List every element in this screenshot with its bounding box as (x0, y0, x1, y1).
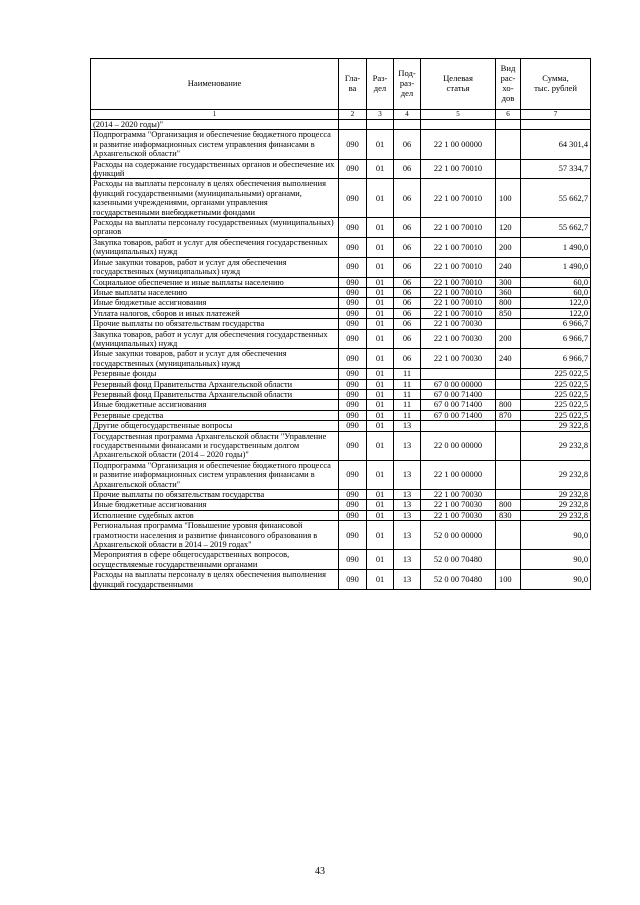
header-podrazdel: Под- раз- дел (394, 59, 421, 110)
cell-vid: 800 (496, 400, 521, 410)
cell-sum: 60,0 (521, 287, 591, 297)
table-row (91, 287, 591, 297)
cell-podrazdel: 06 (394, 159, 421, 179)
cell-target: 22 1 00 70010 (421, 287, 496, 297)
cell-podrazdel (394, 120, 421, 130)
table-row (91, 400, 591, 410)
cell-target (421, 120, 496, 130)
cell-sum: 55 662,7 (521, 179, 591, 218)
cell-glava: 090 (339, 277, 367, 287)
cell-vid (496, 431, 521, 460)
cell-razdel: 01 (367, 130, 394, 159)
cell-target: 67 0 00 00000 (421, 379, 496, 389)
cell-name: Иные закупки товаров, работ и услуг для обеспечения государственных (муниципальных) нужд (91, 257, 339, 277)
table-row (91, 329, 591, 349)
cell-razdel: 01 (367, 431, 394, 460)
cell-podrazdel: 06 (394, 319, 421, 329)
cell-glava: 090 (339, 298, 367, 308)
cell-name: Подпрограмма "Организация и обеспечение бюджетного процесса и развитие информационных систем управления финансами в Архангельской области" (91, 130, 339, 159)
cell-glava: 090 (339, 287, 367, 297)
cell-razdel: 01 (367, 349, 394, 369)
cell-sum: 90,0 (521, 570, 591, 590)
cell-glava: 090 (339, 257, 367, 277)
cell-name: Государственная программа Архангельской области "Управление государственными финансами и государственным долгом Архангельской области (2014 – 2020 годы)" (91, 431, 339, 460)
cell-target: 67 0 00 71400 (421, 400, 496, 410)
table-row (91, 130, 591, 159)
header-sum: Сумма, тыс. рублей (521, 59, 591, 110)
cell-glava: 090 (339, 159, 367, 179)
cell-sum: 90,0 (521, 521, 591, 550)
cell-razdel: 01 (367, 257, 394, 277)
cell-name: (2014 – 2020 годы)" (91, 120, 339, 130)
cell-glava: 090 (339, 510, 367, 520)
cell-razdel: 01 (367, 400, 394, 410)
cell-sum: 6 966,7 (521, 329, 591, 349)
cell-razdel: 01 (367, 421, 394, 431)
cell-vid: 850 (496, 308, 521, 318)
table-row (91, 237, 591, 257)
cell-target: 52 0 00 00000 (421, 521, 496, 550)
cell-target: 22 1 00 70010 (421, 159, 496, 179)
cell-name: Региональная программа "Повышение уровня финансовой грамотности населения и развитие финансового образования в Архангельской области в 2014 – 2019 годах" (91, 521, 339, 550)
cell-glava (339, 120, 367, 130)
header-name: Наименование (91, 59, 339, 110)
cell-vid (496, 120, 521, 130)
cell-podrazdel: 13 (394, 521, 421, 550)
column-number: 5 (421, 110, 496, 120)
cell-podrazdel: 13 (394, 510, 421, 520)
cell-podrazdel: 11 (394, 400, 421, 410)
cell-vid (496, 319, 521, 329)
cell-podrazdel: 06 (394, 298, 421, 308)
cell-razdel: 01 (367, 510, 394, 520)
cell-razdel: 01 (367, 179, 394, 218)
cell-razdel: 01 (367, 389, 394, 399)
cell-sum: 225 022,5 (521, 379, 591, 389)
cell-sum: 29 232,8 (521, 490, 591, 500)
cell-vid: 300 (496, 277, 521, 287)
table-body (91, 120, 591, 590)
cell-target: 22 1 00 70010 (421, 257, 496, 277)
cell-podrazdel: 11 (394, 369, 421, 379)
cell-sum: 122,0 (521, 298, 591, 308)
cell-target: 22 1 00 70030 (421, 490, 496, 500)
table-row (91, 500, 591, 510)
cell-name: Расходы на содержание государственных органов и обеспечение их функций (91, 159, 339, 179)
cell-podrazdel: 06 (394, 257, 421, 277)
table-row (91, 179, 591, 218)
cell-razdel: 01 (367, 460, 394, 489)
table-row (91, 308, 591, 318)
cell-vid: 120 (496, 218, 521, 238)
cell-target: 22 1 00 70010 (421, 277, 496, 287)
cell-target: 22 1 00 00000 (421, 460, 496, 489)
cell-target: 22 1 00 70030 (421, 319, 496, 329)
table-row (91, 369, 591, 379)
cell-glava: 090 (339, 490, 367, 500)
cell-name: Исполнение судебных актов (91, 510, 339, 520)
table-row (91, 319, 591, 329)
header-razdel: Раз- дел (367, 59, 394, 110)
cell-razdel: 01 (367, 277, 394, 287)
cell-sum: 225 022,5 (521, 410, 591, 420)
cell-vid (496, 460, 521, 489)
cell-vid (496, 369, 521, 379)
cell-vid: 360 (496, 287, 521, 297)
cell-sum: 29 232,8 (521, 510, 591, 520)
table-row (91, 257, 591, 277)
cell-name: Прочие выплаты по обязательствам государства (91, 319, 339, 329)
cell-podrazdel: 06 (394, 308, 421, 318)
table-row (91, 550, 591, 570)
header-vid: Вид рас- хо- дов (496, 59, 521, 110)
cell-razdel: 01 (367, 319, 394, 329)
cell-name: Резервный фонд Правительства Архангельской области (91, 389, 339, 399)
cell-razdel: 01 (367, 237, 394, 257)
cell-glava: 090 (339, 550, 367, 570)
cell-glava: 090 (339, 218, 367, 238)
cell-glava: 090 (339, 308, 367, 318)
table-row (91, 460, 591, 489)
cell-target: 22 1 00 00000 (421, 130, 496, 159)
cell-sum: 6 966,7 (521, 349, 591, 369)
cell-sum: 225 022,5 (521, 389, 591, 399)
cell-vid (496, 421, 521, 431)
cell-sum: 122,0 (521, 308, 591, 318)
cell-vid (496, 550, 521, 570)
cell-sum: 29 232,8 (521, 460, 591, 489)
table-row (91, 349, 591, 369)
cell-name: Уплата налогов, сборов и иных платежей (91, 308, 339, 318)
cell-glava: 090 (339, 389, 367, 399)
cell-glava: 090 (339, 421, 367, 431)
table-row (91, 298, 591, 308)
column-number: 2 (339, 110, 367, 120)
table-row (91, 389, 591, 399)
column-number: 1 (91, 110, 339, 120)
cell-razdel: 01 (367, 500, 394, 510)
cell-name: Другие общегосударственные вопросы (91, 421, 339, 431)
cell-sum: 55 662,7 (521, 218, 591, 238)
table-row (91, 410, 591, 420)
cell-sum: 6 966,7 (521, 319, 591, 329)
cell-podrazdel: 13 (394, 570, 421, 590)
cell-sum: 1 490,0 (521, 257, 591, 277)
column-number-row (91, 110, 591, 120)
cell-podrazdel: 13 (394, 550, 421, 570)
cell-target: 67 0 00 71400 (421, 410, 496, 420)
cell-glava: 090 (339, 329, 367, 349)
cell-vid (496, 490, 521, 500)
cell-glava: 090 (339, 570, 367, 590)
cell-sum: 64 301,4 (521, 130, 591, 159)
cell-vid: 200 (496, 237, 521, 257)
cell-glava: 090 (339, 179, 367, 218)
cell-target: 52 0 00 70480 (421, 550, 496, 570)
cell-target: 22 1 00 70030 (421, 329, 496, 349)
header-target: Целевая статья (421, 59, 496, 110)
cell-sum: 225 022,5 (521, 369, 591, 379)
cell-target: 22 1 00 70010 (421, 298, 496, 308)
cell-glava: 090 (339, 130, 367, 159)
cell-glava: 090 (339, 500, 367, 510)
cell-razdel: 01 (367, 521, 394, 550)
cell-sum (521, 120, 591, 130)
cell-vid (496, 159, 521, 179)
cell-name: Иные бюджетные ассигнования (91, 400, 339, 410)
cell-glava: 090 (339, 319, 367, 329)
cell-name: Иные бюджетные ассигнования (91, 500, 339, 510)
cell-vid: 870 (496, 410, 521, 420)
table-row (91, 521, 591, 550)
cell-vid: 830 (496, 510, 521, 520)
table-row (91, 159, 591, 179)
column-number: 7 (521, 110, 591, 120)
cell-glava: 090 (339, 431, 367, 460)
cell-sum: 29 232,8 (521, 431, 591, 460)
header-glava: Гла- ва (339, 59, 367, 110)
cell-sum: 60,0 (521, 277, 591, 287)
table-row (91, 421, 591, 431)
cell-glava: 090 (339, 349, 367, 369)
column-number: 6 (496, 110, 521, 120)
cell-target: 67 0 00 71400 (421, 389, 496, 399)
cell-podrazdel: 06 (394, 179, 421, 218)
cell-glava: 090 (339, 237, 367, 257)
table-row (91, 218, 591, 238)
column-number: 4 (394, 110, 421, 120)
cell-vid: 240 (496, 257, 521, 277)
cell-razdel: 01 (367, 308, 394, 318)
cell-target: 52 0 00 70480 (421, 570, 496, 590)
cell-vid (496, 521, 521, 550)
cell-vid: 200 (496, 329, 521, 349)
cell-podrazdel: 06 (394, 130, 421, 159)
cell-sum: 1 490,0 (521, 237, 591, 257)
cell-name: Резервный фонд Правительства Архангельской области (91, 379, 339, 389)
cell-sum: 90,0 (521, 550, 591, 570)
cell-podrazdel: 06 (394, 218, 421, 238)
cell-podrazdel: 06 (394, 237, 421, 257)
cell-name: Резервные фонды (91, 369, 339, 379)
budget-table (90, 58, 591, 590)
table-header (91, 59, 591, 120)
table-row (91, 510, 591, 520)
cell-vid (496, 379, 521, 389)
cell-vid: 800 (496, 500, 521, 510)
header-row (91, 59, 591, 110)
cell-name: Подпрограмма "Организация и обеспечение бюджетного процесса и развитие информационных систем управления финансами в Архангельской области" (91, 460, 339, 489)
cell-vid: 240 (496, 349, 521, 369)
cell-target: 22 0 00 00000 (421, 431, 496, 460)
cell-name: Мероприятия в сфере общегосударственных вопросов, осуществляемые государственными органами (91, 550, 339, 570)
cell-podrazdel: 11 (394, 389, 421, 399)
cell-razdel: 01 (367, 329, 394, 349)
cell-name: Иные закупки товаров, работ и услуг для обеспечения государственных (муниципальных) нужд (91, 349, 339, 369)
cell-podrazdel: 13 (394, 421, 421, 431)
cell-razdel: 01 (367, 369, 394, 379)
cell-podrazdel: 13 (394, 490, 421, 500)
cell-razdel: 01 (367, 287, 394, 297)
cell-glava: 090 (339, 460, 367, 489)
cell-podrazdel: 06 (394, 287, 421, 297)
cell-name: Прочие выплаты по обязательствам государства (91, 490, 339, 500)
cell-target (421, 369, 496, 379)
cell-podrazdel: 13 (394, 460, 421, 489)
cell-name: Резервные средства (91, 410, 339, 420)
cell-target: 22 1 00 70030 (421, 349, 496, 369)
cell-podrazdel: 11 (394, 379, 421, 389)
cell-razdel: 01 (367, 550, 394, 570)
cell-glava: 090 (339, 410, 367, 420)
table-row (91, 570, 591, 590)
page-number: 43 (315, 866, 325, 877)
cell-razdel: 01 (367, 159, 394, 179)
table-row (91, 120, 591, 130)
cell-vid: 100 (496, 570, 521, 590)
cell-name: Расходы на выплаты персоналу в целях обеспечения выполнения функций государственными (91, 570, 339, 590)
cell-sum: 225 022,5 (521, 400, 591, 410)
cell-name: Социальное обеспечение и иные выплаты населению (91, 277, 339, 287)
cell-name: Закупка товаров, работ и услуг для обеспечения государственных (муниципальных) нужд (91, 237, 339, 257)
cell-name: Иные выплаты населению (91, 287, 339, 297)
cell-name: Иные бюджетные ассигнования (91, 298, 339, 308)
cell-glava: 090 (339, 379, 367, 389)
table-row (91, 277, 591, 287)
cell-name: Расходы на выплаты персоналу в целях обеспечения выполнения функций государственными (муниципальными) органами, казенными учреждениями, органами управления государственными внебюджетными фондами (91, 179, 339, 218)
cell-vid (496, 389, 521, 399)
cell-razdel: 01 (367, 490, 394, 500)
cell-podrazdel: 13 (394, 500, 421, 510)
cell-sum: 29 232,8 (521, 500, 591, 510)
cell-podrazdel: 06 (394, 329, 421, 349)
table-row (91, 431, 591, 460)
cell-sum: 57 334,7 (521, 159, 591, 179)
cell-podrazdel: 06 (394, 277, 421, 287)
cell-razdel (367, 120, 394, 130)
cell-target: 22 1 00 70010 (421, 308, 496, 318)
cell-target: 22 1 00 70010 (421, 179, 496, 218)
table-row (91, 379, 591, 389)
cell-target: 22 1 00 70010 (421, 218, 496, 238)
cell-target: 22 1 00 70010 (421, 237, 496, 257)
cell-podrazdel: 06 (394, 349, 421, 369)
cell-razdel: 01 (367, 298, 394, 308)
cell-vid: 800 (496, 298, 521, 308)
cell-razdel: 01 (367, 218, 394, 238)
table-row (91, 490, 591, 500)
cell-target (421, 421, 496, 431)
cell-razdel: 01 (367, 379, 394, 389)
cell-sum: 29 322,8 (521, 421, 591, 431)
cell-target: 22 1 00 70030 (421, 510, 496, 520)
cell-glava: 090 (339, 400, 367, 410)
cell-name: Закупка товаров, работ и услуг для обеспечения государственных (муниципальных) нужд (91, 329, 339, 349)
cell-target: 22 1 00 70030 (421, 500, 496, 510)
cell-razdel: 01 (367, 410, 394, 420)
cell-glava: 090 (339, 521, 367, 550)
cell-vid: 100 (496, 179, 521, 218)
cell-razdel: 01 (367, 570, 394, 590)
cell-glava: 090 (339, 369, 367, 379)
cell-podrazdel: 13 (394, 431, 421, 460)
cell-podrazdel: 11 (394, 410, 421, 420)
cell-vid (496, 130, 521, 159)
cell-name: Расходы на выплаты персоналу государственных (муниципальных) органов (91, 218, 339, 238)
column-number: 3 (367, 110, 394, 120)
